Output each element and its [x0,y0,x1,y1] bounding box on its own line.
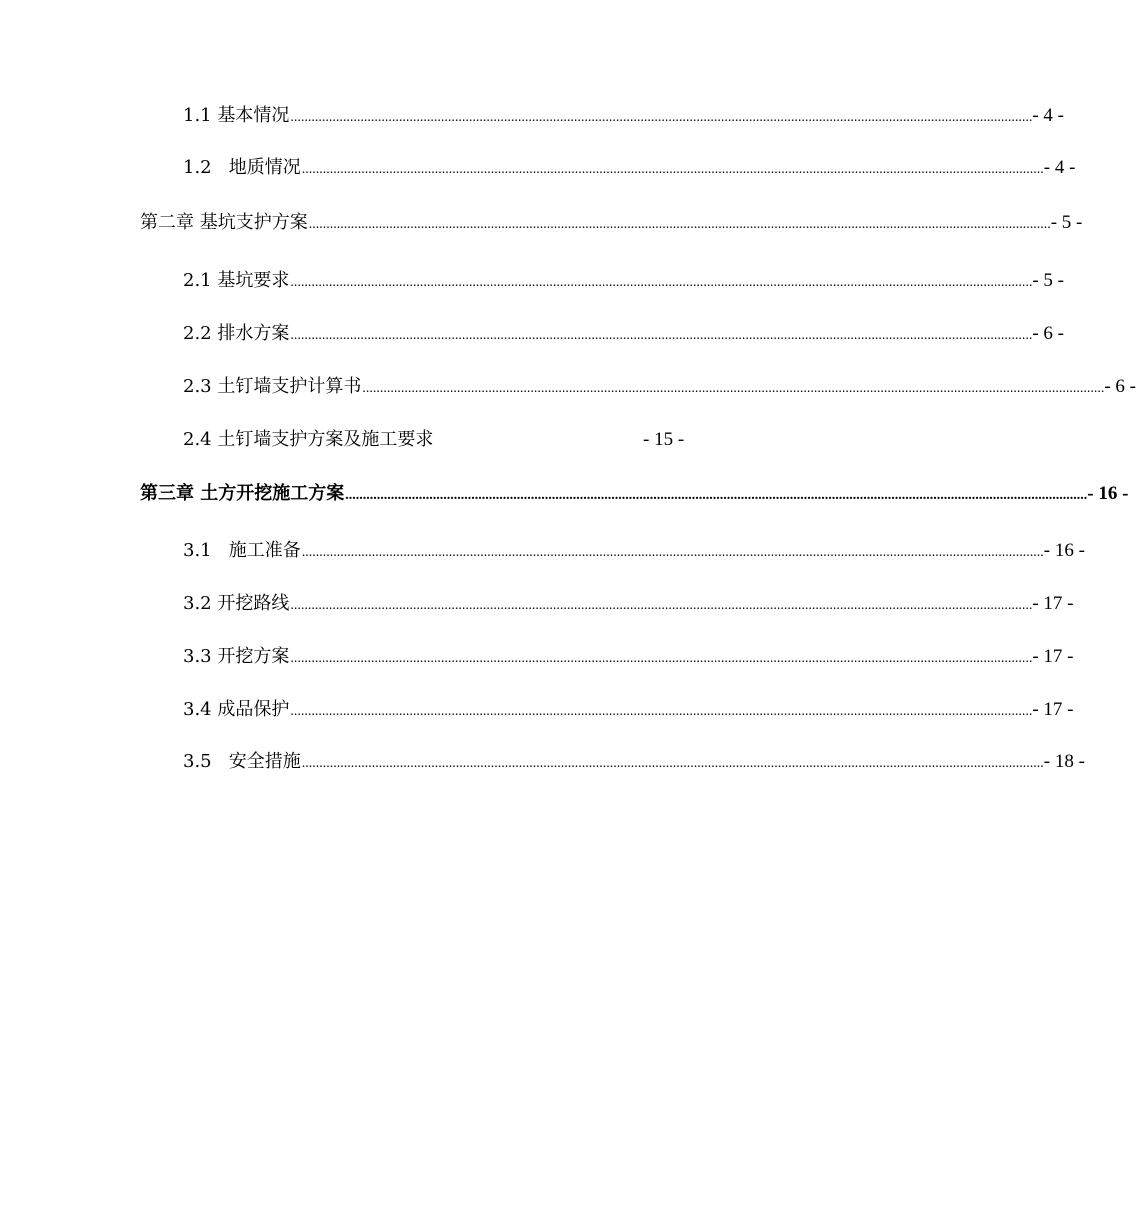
toc-dot-leader: .................................................................................................................................................................................................................... [290,704,1033,719]
toc-entry-1-1[interactable] [183,102,1065,130]
toc-entry-page: - 17 - [1032,593,1074,614]
toc-entry-2-1[interactable] [183,267,1065,295]
toc-dot-leader: .................................................................................................................................................................................................................... [290,110,1033,125]
toc-entry-title: 3.1 施工准备 [183,540,301,561]
toc-entry-page: - 4 - [1032,105,1065,126]
toc-entry-page: - 18 - [1043,751,1085,772]
toc-entry-title: 3.2 开挖路线 [183,593,290,614]
toc-entry-title: 3.4 成品保护 [183,699,290,720]
toc-dot-leader: .................................................................................................................................................................................................................... [290,651,1033,666]
toc-entry-title: 2.1 基坑要求 [183,270,290,291]
toc-entry-page: - 5 - [1032,270,1065,291]
toc-entry-title: 2.4 土钉墙支护方案及施工要求 [183,429,434,450]
toc-entry-page: - 17 - [1032,646,1074,667]
toc-entry-3-3[interactable] [183,643,1074,671]
toc-entry-3-2[interactable] [183,590,1074,618]
toc-dot-leader: .................................................................................................................................................................................................................... [308,217,1051,232]
toc-entry-chapter-3[interactable] [140,480,1129,508]
toc-entry-page: - 6 - [1032,323,1065,344]
toc-entry-title: 第三章 土方开挖施工方案 [140,483,345,504]
toc-entry-chapter-2[interactable] [140,209,1083,237]
toc-entry-page: - 16 - [1087,483,1129,504]
toc-dot-leader: .................................................................................................................................................................................................................... [301,162,1044,177]
toc-entry-page: - 15 - [643,429,685,450]
toc-dot-leader: .................................................................................................................................................................................................................... [290,598,1033,613]
toc-dot-leader: .................................................................................................................................................................................................................... [345,488,1088,503]
toc-entry-3-1[interactable] [183,537,1085,565]
toc-entry-1-2[interactable] [183,154,1076,182]
toc-entry-2-4[interactable] [183,426,703,454]
toc-entry-page: - 4 - [1043,157,1076,178]
toc-entry-title: 2.2 排水方案 [183,323,290,344]
toc-entry-title: 3.3 开挖方案 [183,646,290,667]
toc-dot-leader: .................................................................................................................................................................................................................... [290,328,1033,343]
toc-dot-leader: .................................................................................................................................................................................................................... [301,545,1044,560]
toc-entry-title: 1.1 基本情况 [183,105,290,126]
toc-dot-leader: .................................................................................................................................................................................................................... [301,756,1044,771]
toc-dot-leader: .................................................................................................................................................................................................................... [290,275,1033,290]
toc-entry-page: - 17 - [1032,699,1074,720]
toc-entry-page: - 6 - [1104,376,1136,397]
toc-entry-title: 1.2 地质情况 [183,157,301,178]
toc-entry-2-2[interactable] [183,320,1065,348]
toc-entry-3-4[interactable] [183,696,1074,724]
toc-dot-leader: .................................................................................................................................................................................................................... [362,381,1105,396]
toc-entry-page: - 16 - [1043,540,1085,561]
toc-entry-page: - 5 - [1050,212,1083,233]
toc-entry-3-5[interactable] [183,748,1085,776]
toc-entry-title: 3.5 安全措施 [183,751,301,772]
toc-entry-2-3[interactable] [183,373,1136,401]
toc-entry-title: 第二章 基坑支护方案 [140,212,308,233]
toc-entry-title: 2.3 土钉墙支护计算书 [183,376,362,397]
